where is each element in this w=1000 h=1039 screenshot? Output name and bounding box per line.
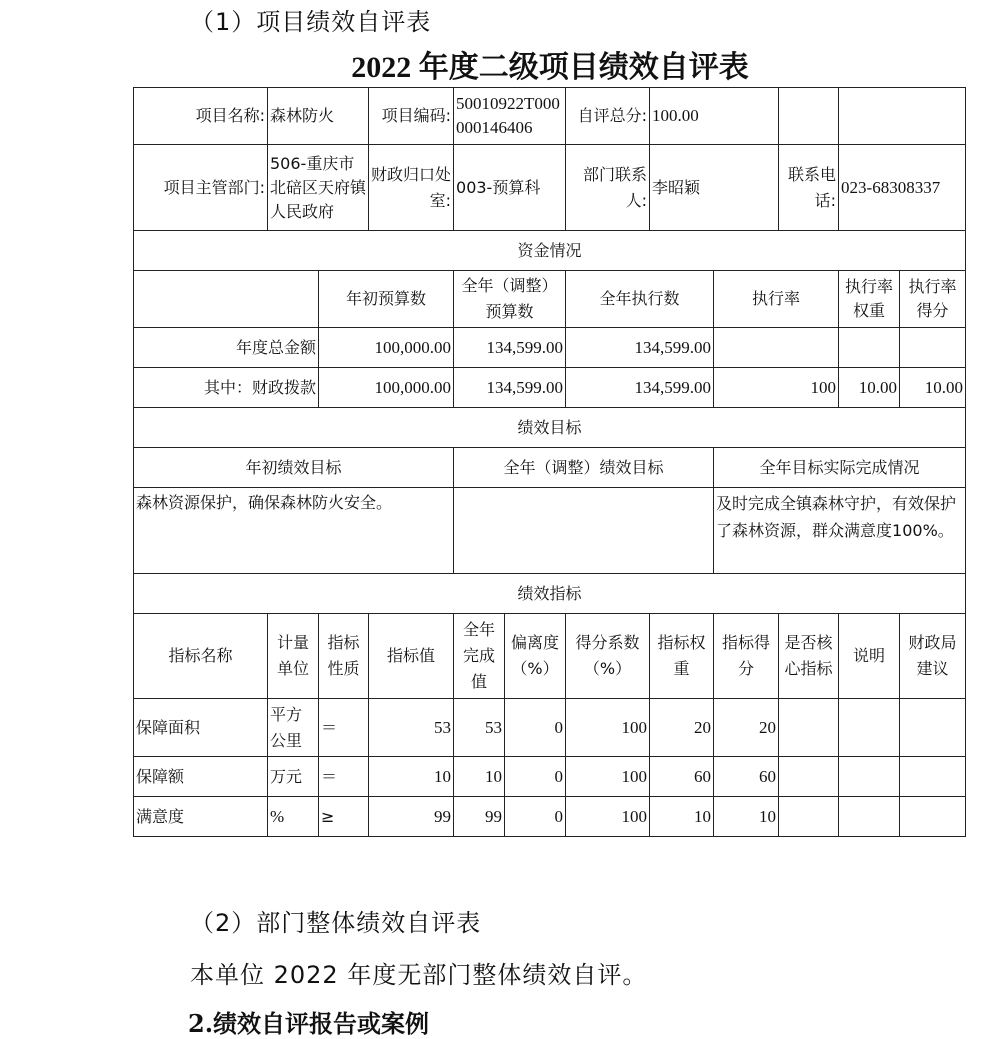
funds-initial: 100,000.00: [319, 368, 454, 408]
ind-note: [839, 757, 900, 797]
goal-adjusted-text: [454, 488, 714, 574]
funds-rate: [714, 328, 839, 368]
goals-section-row: [134, 408, 966, 448]
phone-value: 023-68308337: [839, 145, 966, 231]
ind-advice: [900, 797, 966, 837]
phone-label: 联系电话:: [779, 145, 839, 231]
project-name-label: 项目名称:: [134, 88, 268, 145]
project-evaluation-table: [133, 87, 966, 837]
funds-score: 10.00: [900, 368, 966, 408]
ind-core: [779, 757, 839, 797]
funds-score: [900, 328, 966, 368]
funds-adjusted: 134,599.00: [454, 328, 566, 368]
ind-advice: [900, 757, 966, 797]
ind-weight: 10: [650, 797, 714, 837]
ind-deviation: 0: [505, 757, 566, 797]
project-code-label: 项目编码:: [369, 88, 454, 145]
indicator-row: [134, 699, 966, 757]
ind-unit: 平方公里: [268, 699, 319, 757]
goals-header-adjusted: 全年（调整）绩效目标: [454, 448, 714, 488]
ind-name: 保障额: [134, 757, 268, 797]
ind-header: 计量单位: [268, 614, 319, 699]
ind-header: 指标值: [369, 614, 454, 699]
ind-target: 99: [369, 797, 454, 837]
indicators-section-row: [134, 574, 966, 614]
ind-core: [779, 797, 839, 837]
ind-score: 60: [714, 757, 779, 797]
ind-header: 是否核心指标: [779, 614, 839, 699]
ind-advice: [900, 699, 966, 757]
table-main-title: 2022 年度二级项目绩效自评表: [351, 51, 749, 84]
funds-weight: [839, 328, 900, 368]
goals-section-label: 绩效目标: [134, 408, 966, 448]
ind-nature: ＝: [319, 699, 369, 757]
ind-header: 指标性质: [319, 614, 369, 699]
info-row-1: [134, 88, 966, 145]
ind-header: 全年完成值: [454, 614, 505, 699]
goal-actual-text: 及时完成全镇森林守护，有效保护了森林资源，群众满意度100%。: [714, 488, 966, 574]
ind-note: [839, 797, 900, 837]
funds-row-label: 其中：财政拨款: [134, 368, 319, 408]
ind-deviation: 0: [505, 699, 566, 757]
funds-header-rate: 执行率: [714, 271, 839, 328]
funds-section-label: 资金情况: [134, 231, 966, 271]
ind-nature: ＝: [319, 757, 369, 797]
funds-header-initial: 年初预算数: [319, 271, 454, 328]
funds-header-adjusted: 全年（调整）预算数: [454, 271, 566, 328]
ind-note: [839, 699, 900, 757]
funds-header-row: [134, 271, 966, 328]
ind-unit: 万元: [268, 757, 319, 797]
indicator-row: [134, 797, 966, 837]
funds-weight: 10.00: [839, 368, 900, 408]
goals-header-actual: 全年目标实际完成情况: [714, 448, 966, 488]
goals-header-row: [134, 448, 966, 488]
ind-done: 10: [454, 757, 505, 797]
funds-adjusted: 134,599.00: [454, 368, 566, 408]
funds-executed: 134,599.00: [566, 368, 714, 408]
ind-weight: 20: [650, 699, 714, 757]
ind-header: 财政局建议: [900, 614, 966, 699]
funds-header-weight: 执行率权重: [839, 271, 900, 328]
ind-header: 指标得分: [714, 614, 779, 699]
ind-coefficient: 100: [566, 699, 650, 757]
funds-section-row: [134, 231, 966, 271]
ind-header: 指标权重: [650, 614, 714, 699]
finance-office-label: 财政归口处室:: [369, 145, 454, 231]
contact-value: 李昭颖: [650, 145, 779, 231]
ind-coefficient: 100: [566, 757, 650, 797]
ind-name: 满意度: [134, 797, 268, 837]
ind-target: 53: [369, 699, 454, 757]
ind-name: 保障面积: [134, 699, 268, 757]
ind-header: 得分系数（%）: [566, 614, 650, 699]
ind-score: 10: [714, 797, 779, 837]
section-2-text: 本单位 2022 年度无部门整体绩效自评。: [190, 961, 648, 989]
project-name-value: 森林防火: [268, 88, 369, 145]
contact-label: 部门联系人:: [566, 145, 650, 231]
finance-office-value: 003-预算科: [454, 145, 566, 231]
ind-weight: 60: [650, 757, 714, 797]
indicators-section-label: 绩效指标: [134, 574, 966, 614]
indicator-row: [134, 757, 966, 797]
section-2-title: （2）部门整体绩效自评表: [190, 909, 482, 937]
funds-header-score: 执行率得分: [900, 271, 966, 328]
info-row-2: [134, 145, 966, 231]
ind-done: 53: [454, 699, 505, 757]
dept-label: 项目主管部门:: [134, 145, 268, 231]
funds-row: [134, 328, 966, 368]
goal-initial-text: 森林资源保护，确保森林防火安全。: [134, 488, 454, 574]
ind-core: [779, 699, 839, 757]
dept-value: 506-重庆市北碚区天府镇人民政府: [268, 145, 369, 231]
ind-coefficient: 100: [566, 797, 650, 837]
section-1-title: （1）项目绩效自评表: [190, 8, 432, 36]
goals-header-initial: 年初绩效目标: [134, 448, 454, 488]
blank-cell: [779, 88, 839, 145]
funds-rate: 100: [714, 368, 839, 408]
ind-score: 20: [714, 699, 779, 757]
funds-row-label: 年度总金额: [134, 328, 319, 368]
ind-header: 指标名称: [134, 614, 268, 699]
ind-target: 10: [369, 757, 454, 797]
ind-done: 99: [454, 797, 505, 837]
ind-nature: ≥: [319, 797, 369, 837]
funds-initial: 100,000.00: [319, 328, 454, 368]
ind-header: 偏离度（%）: [505, 614, 566, 699]
funds-row: [134, 368, 966, 408]
goals-content-row: [134, 488, 966, 574]
report-heading: 2.绩效自评报告或案例: [188, 1009, 430, 1038]
funds-executed: 134,599.00: [566, 328, 714, 368]
funds-header-blank: [134, 271, 319, 328]
self-score-label: 自评总分:: [566, 88, 650, 145]
project-code-value: 50010922T000000146406: [454, 88, 566, 145]
ind-header: 说明: [839, 614, 900, 699]
self-score-value: 100.00: [650, 88, 779, 145]
indicators-header-row: [134, 614, 966, 699]
ind-unit: %: [268, 797, 319, 837]
blank-cell: [839, 88, 966, 145]
funds-header-executed: 全年执行数: [566, 271, 714, 328]
ind-deviation: 0: [505, 797, 566, 837]
